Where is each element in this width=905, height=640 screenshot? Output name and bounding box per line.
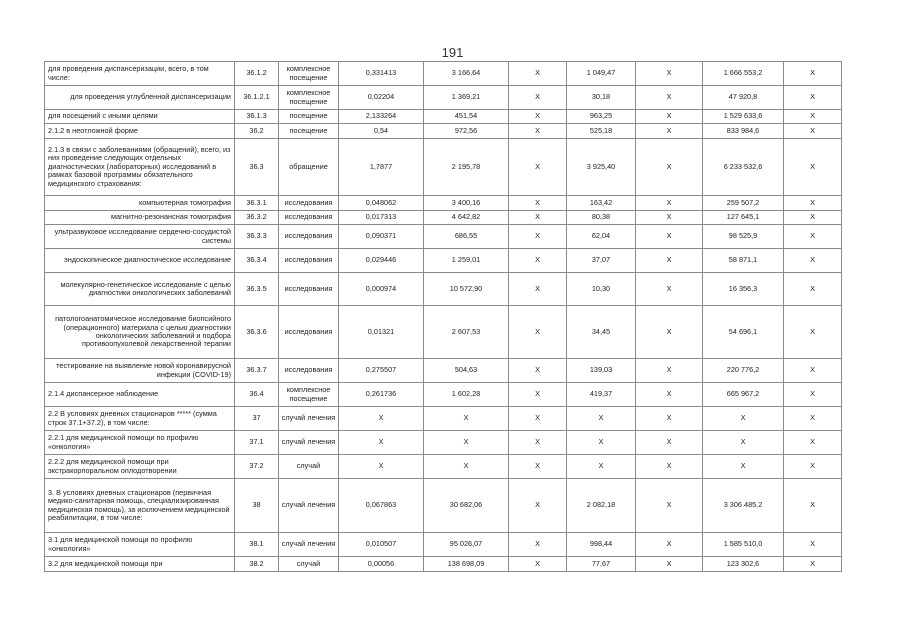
cell-unit: комплексное посещение	[279, 383, 339, 407]
cell-c7: 525,18	[567, 124, 636, 139]
cell-cost: 1 369,21	[424, 86, 509, 110]
cell-unit: случай лечения	[279, 533, 339, 557]
cell-c7: X	[567, 455, 636, 479]
cell-unit: исследования	[279, 273, 339, 306]
cell-code: 36.3.6	[235, 306, 279, 359]
cell-cost: 686,55	[424, 225, 509, 249]
cell-code: 37.1	[235, 431, 279, 455]
cell-norm: 0,331413	[339, 62, 424, 86]
cell-norm: 0,090371	[339, 225, 424, 249]
cell-c8: X	[636, 359, 703, 383]
cell-unit: посещение	[279, 110, 339, 124]
cell-c7: 963,25	[567, 110, 636, 124]
cell-name: 2.2.2 для медицинской помощи при экстракорпоральном оплодотворении	[45, 455, 235, 479]
norms-table	[44, 61, 842, 572]
cell-name: 2.1.4 диспансерное наблюдение	[45, 383, 235, 407]
cell-c7: 80,38	[567, 211, 636, 225]
cell-c7: 77,67	[567, 557, 636, 572]
cell-norm: 0,067863	[339, 479, 424, 533]
cell-c6: X	[509, 273, 567, 306]
cell-norm: 2,133264	[339, 110, 424, 124]
table-row	[45, 431, 842, 455]
cell-c7: 62,04	[567, 225, 636, 249]
cell-norm: 0,02204	[339, 86, 424, 110]
cell-unit: комплексное посещение	[279, 62, 339, 86]
cell-name: компьютерная томография	[45, 196, 235, 211]
table-row	[45, 383, 842, 407]
table-row	[45, 62, 842, 86]
cell-c6: X	[509, 225, 567, 249]
cell-c6: X	[509, 479, 567, 533]
cell-c10: X	[784, 225, 842, 249]
cell-norm: 0,048062	[339, 196, 424, 211]
cell-c10: X	[784, 110, 842, 124]
cell-code: 38.2	[235, 557, 279, 572]
cell-c6: X	[509, 124, 567, 139]
table-row	[45, 407, 842, 431]
cell-c6: X	[509, 306, 567, 359]
cell-norm: X	[339, 455, 424, 479]
cell-name: 2.2.1 для медицинской помощи по профилю «онкология»	[45, 431, 235, 455]
cell-norm: 0,010507	[339, 533, 424, 557]
cell-c8: X	[636, 110, 703, 124]
cell-cost: 3 166,64	[424, 62, 509, 86]
cell-unit: случай лечения	[279, 431, 339, 455]
cell-c10: X	[784, 455, 842, 479]
cell-c9: 47 920,8	[703, 86, 784, 110]
cell-code: 37.2	[235, 455, 279, 479]
cell-c7: 163,42	[567, 196, 636, 211]
cell-c10: X	[784, 479, 842, 533]
cell-code: 38.1	[235, 533, 279, 557]
cell-cost: 3 400,16	[424, 196, 509, 211]
cell-norm: 0,000974	[339, 273, 424, 306]
cell-name: 2.1.3 в связи с заболеваниями (обращений), всего, из них проведение следующих отдельных диагностических (лабораторных) исследований в рамках базовой программы обязательного медицинского страхования:	[45, 139, 235, 196]
cell-cost: 4 642,82	[424, 211, 509, 225]
cell-cost: 30 682,06	[424, 479, 509, 533]
cell-c6: X	[509, 407, 567, 431]
table-row	[45, 557, 842, 572]
cell-c9: X	[703, 407, 784, 431]
cell-cost: 1 259,01	[424, 249, 509, 273]
cell-unit: исследования	[279, 196, 339, 211]
cell-name: для проведения диспансеризации, всего, в том числе:	[45, 62, 235, 86]
cell-name: 3.2 для медицинской помощи при	[45, 557, 235, 572]
cell-c10: X	[784, 62, 842, 86]
cell-c6: X	[509, 359, 567, 383]
table-row	[45, 455, 842, 479]
cell-c10: X	[784, 196, 842, 211]
cell-c7: 1 049,47	[567, 62, 636, 86]
cell-code: 36.3.3	[235, 225, 279, 249]
cell-cost: 972,56	[424, 124, 509, 139]
cell-unit: исследования	[279, 225, 339, 249]
table-row	[45, 273, 842, 306]
cell-c10: X	[784, 124, 842, 139]
cell-cost: X	[424, 431, 509, 455]
table-row	[45, 124, 842, 139]
cell-name: молекулярно-генетическое исследование с целью диагностики онкологических заболеваний	[45, 273, 235, 306]
cell-code: 36.3	[235, 139, 279, 196]
cell-c9: 833 984,6	[703, 124, 784, 139]
cell-c9: 1 585 510,0	[703, 533, 784, 557]
cell-code: 36.3.4	[235, 249, 279, 273]
cell-name: для посещений с иными целями	[45, 110, 235, 124]
cell-name: тестирование на выявление новой коронавирусной инфекции (COVID-19)	[45, 359, 235, 383]
cell-c7: 3 925,40	[567, 139, 636, 196]
cell-c7: 2 082,18	[567, 479, 636, 533]
cell-c7: X	[567, 431, 636, 455]
cell-c7: 419,37	[567, 383, 636, 407]
cell-name: 2.2 В условиях дневных стационаров ***** (сумма строк 37.1+37.2), в том числе:	[45, 407, 235, 431]
cell-c10: X	[784, 557, 842, 572]
table-body	[45, 62, 842, 572]
cell-c6: X	[509, 533, 567, 557]
cell-c7: 998,44	[567, 533, 636, 557]
table-row	[45, 225, 842, 249]
cell-c7: 10,30	[567, 273, 636, 306]
cell-c10: X	[784, 383, 842, 407]
cell-c10: X	[784, 533, 842, 557]
cell-c8: X	[636, 273, 703, 306]
cell-c10: X	[784, 273, 842, 306]
cell-c8: X	[636, 533, 703, 557]
cell-name: 3.1 для медицинской помощи по профилю «онкология»	[45, 533, 235, 557]
cell-c8: X	[636, 479, 703, 533]
cell-norm: 0,017313	[339, 211, 424, 225]
cell-c8: X	[636, 306, 703, 359]
cell-c7: 37,07	[567, 249, 636, 273]
cell-c6: X	[509, 431, 567, 455]
cell-c6: X	[509, 62, 567, 86]
cell-norm: 0,54	[339, 124, 424, 139]
cell-unit: случай лечения	[279, 479, 339, 533]
cell-code: 36.3.7	[235, 359, 279, 383]
cell-c8: X	[636, 62, 703, 86]
table-row	[45, 479, 842, 533]
cell-norm: 0,01321	[339, 306, 424, 359]
table-row	[45, 110, 842, 124]
cell-c9: X	[703, 455, 784, 479]
cell-c6: X	[509, 196, 567, 211]
cell-c6: X	[509, 455, 567, 479]
cell-code: 36.3.1	[235, 196, 279, 211]
table-row	[45, 86, 842, 110]
cell-c6: X	[509, 110, 567, 124]
cell-c8: X	[636, 124, 703, 139]
cell-code: 36.3.5	[235, 273, 279, 306]
cell-unit: исследования	[279, 359, 339, 383]
table-row	[45, 533, 842, 557]
cell-c8: X	[636, 431, 703, 455]
cell-c10: X	[784, 407, 842, 431]
cell-c10: X	[784, 211, 842, 225]
table-row	[45, 139, 842, 196]
cell-c9: 123 302,6	[703, 557, 784, 572]
cell-c6: X	[509, 249, 567, 273]
cell-code: 36.1.2	[235, 62, 279, 86]
cell-name: 2.1.2 в неотложной форме	[45, 124, 235, 139]
cell-code: 36.2	[235, 124, 279, 139]
table-row	[45, 359, 842, 383]
cell-cost: 504,63	[424, 359, 509, 383]
cell-c10: X	[784, 431, 842, 455]
cell-c7: 30,18	[567, 86, 636, 110]
cell-name: патологоанатомическое исследование биопсийного (операционного) материала с целью диагностики онкологических заболеваний и подбора противоопухолевой лекарственной терапии	[45, 306, 235, 359]
cell-c9: 3 306 485,2	[703, 479, 784, 533]
cell-norm: 0,00056	[339, 557, 424, 572]
cell-norm: 0,029446	[339, 249, 424, 273]
cell-name: магнитно-резонансная томография	[45, 211, 235, 225]
cell-c9: 58 871,1	[703, 249, 784, 273]
cell-cost: 2 607,53	[424, 306, 509, 359]
cell-norm: X	[339, 431, 424, 455]
cell-c6: X	[509, 383, 567, 407]
cell-c7: X	[567, 407, 636, 431]
cell-code: 36.1.3	[235, 110, 279, 124]
cell-c8: X	[636, 211, 703, 225]
cell-cost: 95 026,07	[424, 533, 509, 557]
cell-c9: 98 525,9	[703, 225, 784, 249]
cell-c9: 220 776,2	[703, 359, 784, 383]
cell-c8: X	[636, 249, 703, 273]
cell-c10: X	[784, 139, 842, 196]
cell-unit: обращение	[279, 139, 339, 196]
cell-norm: 0,275507	[339, 359, 424, 383]
cell-name: для проведения углубленной диспансеризации	[45, 86, 235, 110]
cell-c8: X	[636, 455, 703, 479]
cell-code: 36.4	[235, 383, 279, 407]
cell-c10: X	[784, 249, 842, 273]
cell-unit: комплексное посещение	[279, 86, 339, 110]
cell-c9: 6 233 532,6	[703, 139, 784, 196]
cell-unit: случай лечения	[279, 407, 339, 431]
cell-norm: 1,7877	[339, 139, 424, 196]
cell-c9: 1 529 633,6	[703, 110, 784, 124]
cell-c10: X	[784, 359, 842, 383]
table-row	[45, 249, 842, 273]
cell-c8: X	[636, 86, 703, 110]
cell-name: ультразвуковое исследование сердечно-сосудистой системы	[45, 225, 235, 249]
cell-c8: X	[636, 407, 703, 431]
cell-c10: X	[784, 306, 842, 359]
cell-code: 37	[235, 407, 279, 431]
cell-unit: посещение	[279, 124, 339, 139]
cell-norm: X	[339, 407, 424, 431]
table-row	[45, 306, 842, 359]
cell-code: 36.1.2.1	[235, 86, 279, 110]
cell-c9: X	[703, 431, 784, 455]
cell-name: эндоскопическое диагностическое исследование	[45, 249, 235, 273]
cell-c9: 665 967,2	[703, 383, 784, 407]
cell-c8: X	[636, 225, 703, 249]
cell-c9: 127 645,1	[703, 211, 784, 225]
cell-name: 3. В условиях дневных стационаров (первичная медико-санитарная помощь, специализированная медицинская помощь), за исключением медицинской реабилитации, в том числе:	[45, 479, 235, 533]
cell-cost: 451,54	[424, 110, 509, 124]
cell-c7: 139,03	[567, 359, 636, 383]
cell-c8: X	[636, 139, 703, 196]
cell-cost: 1 602,28	[424, 383, 509, 407]
table-row	[45, 211, 842, 225]
cell-c6: X	[509, 86, 567, 110]
cell-unit: случай	[279, 557, 339, 572]
cell-cost: X	[424, 455, 509, 479]
cell-code: 36.3.2	[235, 211, 279, 225]
cell-code: 38	[235, 479, 279, 533]
cell-c6: X	[509, 139, 567, 196]
cell-c9: 16 356,3	[703, 273, 784, 306]
cell-c8: X	[636, 383, 703, 407]
cell-c9: 1 666 553,2	[703, 62, 784, 86]
cell-unit: случай	[279, 455, 339, 479]
cell-cost: 10 572,90	[424, 273, 509, 306]
cell-c6: X	[509, 557, 567, 572]
cell-c6: X	[509, 211, 567, 225]
cell-c8: X	[636, 557, 703, 572]
cell-cost: 138 698,09	[424, 557, 509, 572]
cell-unit: исследования	[279, 306, 339, 359]
cell-norm: 0,261736	[339, 383, 424, 407]
cell-unit: исследования	[279, 211, 339, 225]
cell-cost: X	[424, 407, 509, 431]
cell-c9: 54 696,1	[703, 306, 784, 359]
cell-c8: X	[636, 196, 703, 211]
table-row	[45, 196, 842, 211]
cell-c7: 34,45	[567, 306, 636, 359]
cell-c10: X	[784, 86, 842, 110]
cell-unit: исследования	[279, 249, 339, 273]
page-number: 191	[441, 45, 464, 60]
cell-cost: 2 195,78	[424, 139, 509, 196]
cell-c9: 259 507,2	[703, 196, 784, 211]
